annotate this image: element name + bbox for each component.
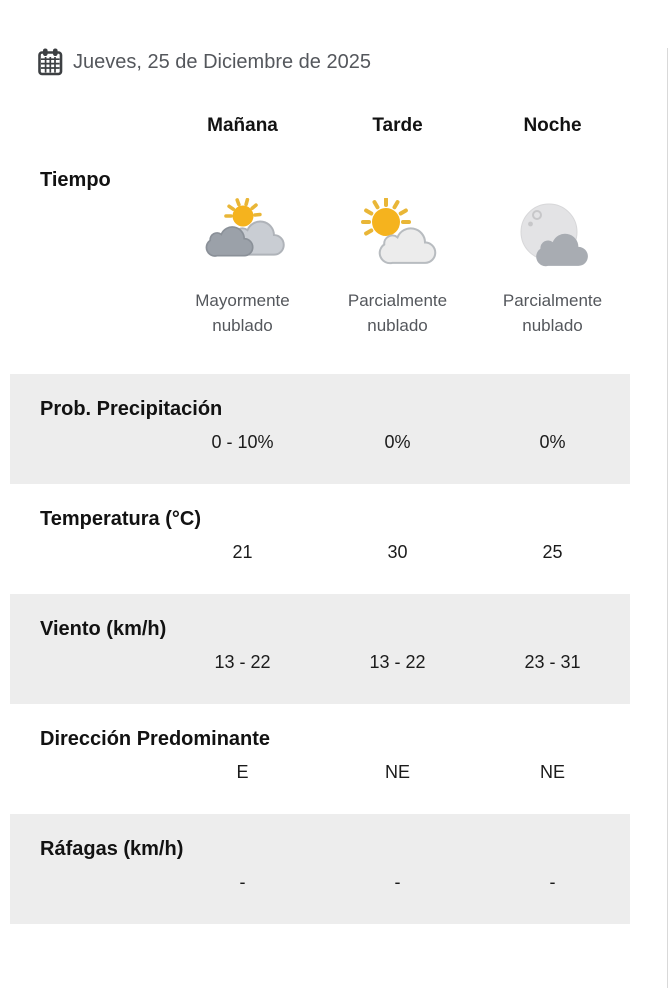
row-direccion — [10, 704, 630, 814]
precipitacion-manana: 0 - 10% — [211, 432, 274, 452]
rafagas-tarde: - — [394, 872, 401, 892]
viento-manana: 13 - 22 — [214, 652, 271, 672]
row-viento — [10, 594, 630, 704]
row-label-tiempo: Tiempo — [40, 169, 111, 191]
direccion-manana: E — [236, 762, 249, 782]
direccion-tarde: NE — [384, 762, 410, 782]
date-header — [38, 48, 672, 76]
col-header-noche: Noche — [523, 115, 582, 136]
row-label-temperatura: Temperatura (°C) — [40, 508, 201, 530]
calendar-icon — [38, 48, 63, 76]
rafagas-manana: - — [239, 872, 246, 892]
col-header-tarde: Tarde — [372, 115, 423, 136]
viento-tarde: 13 - 22 — [369, 652, 426, 672]
row-temperatura — [10, 484, 630, 594]
weather-icon-tarde — [320, 198, 475, 272]
precipitacion-noche: 0% — [539, 432, 566, 452]
sun-behind-two-clouds-icon — [201, 198, 285, 272]
row-precipitacion — [10, 374, 630, 484]
panel-right-border — [667, 48, 668, 988]
weather-desc-manana: Mayormente nublado — [195, 291, 290, 335]
row-rafagas — [10, 814, 630, 924]
weather-icon-manana — [165, 198, 320, 272]
moon-behind-cloud-icon — [511, 198, 595, 272]
forecast-table — [10, 112, 630, 924]
weather-desc-tarde: Parcialmente nublado — [347, 291, 448, 335]
sun-behind-cloud-icon — [356, 198, 440, 272]
temperatura-noche: 25 — [542, 542, 563, 562]
weather-desc-noche: Parcialmente nublado — [502, 291, 603, 335]
precipitacion-tarde: 0% — [384, 432, 411, 452]
row-tiempo — [10, 166, 630, 338]
row-label-direccion: Dirección Predominante — [40, 728, 271, 750]
date-text: Jueves, 25 de Diciembre de 2025 — [73, 50, 371, 73]
temperatura-manana: 21 — [232, 542, 253, 562]
column-header-row — [10, 112, 630, 140]
temperatura-tarde: 30 — [387, 542, 408, 562]
col-header-manana: Mañana — [207, 115, 278, 136]
viento-noche: 23 - 31 — [524, 652, 581, 672]
direccion-noche: NE — [539, 762, 565, 782]
row-label-precipitacion: Prob. Precipitación — [40, 398, 223, 420]
row-label-viento: Viento (km/h) — [40, 618, 167, 640]
row-label-rafagas: Ráfagas (km/h) — [40, 838, 184, 860]
weather-icons-row — [10, 198, 630, 272]
weather-desc-row — [10, 288, 630, 338]
weather-icon-noche — [475, 198, 630, 272]
rafagas-noche: - — [549, 872, 556, 892]
